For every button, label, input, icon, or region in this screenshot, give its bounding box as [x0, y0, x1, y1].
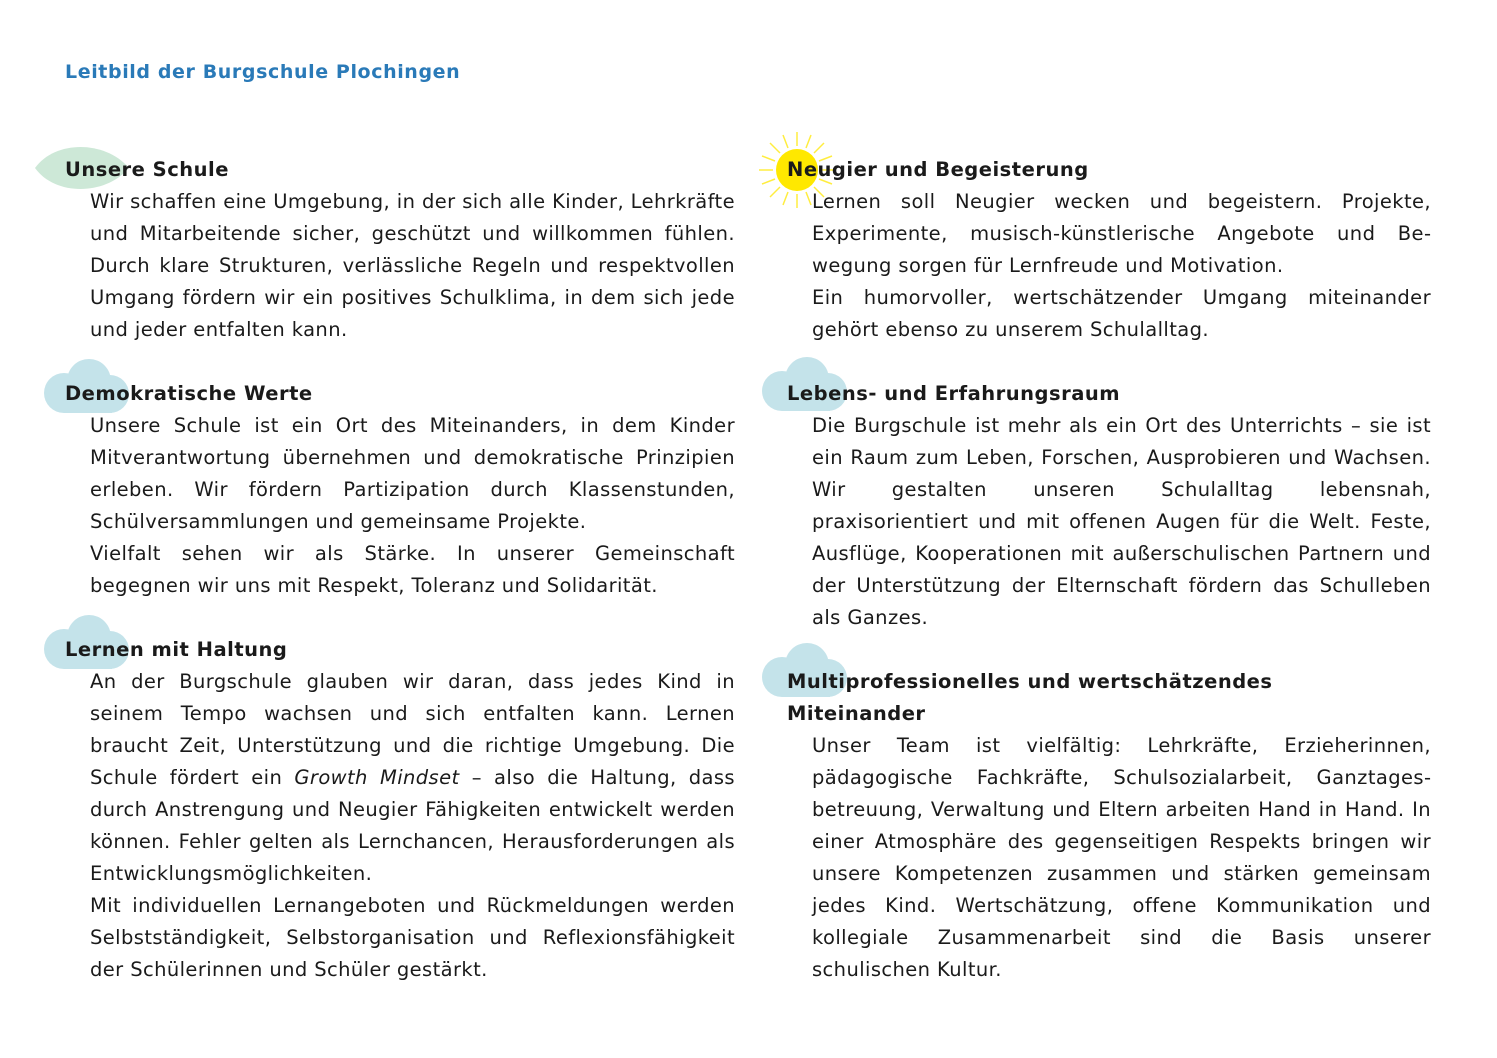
section-text: Mit individuellen Lernangeboten und Rückmeldungen werden Selbstständigkeit, Selbstorganisation und Reflexionsfähigkeit der Schülerinnen und Schüler gestärkt.: [90, 894, 735, 981]
section-heading: Neugier und Begeisterung: [787, 158, 1089, 181]
section-heading: Demokratische Werte: [65, 382, 313, 405]
right-column: [787, 154, 1431, 986]
section-text: Die Burgschule ist mehr als ein Ort des Unterrichts – sie ist ein Raum zum Leben, Forschen, Ausprobieren und Wachsen. Wir gestalten unseren Schulalltag lebensnah, praxisorientiert und mit offenen Augen für die Welt. Feste, Ausflüge, Kooperationen mit außerschulischen Partnern und der Unterstützung der Elternschaft fördern das Schulleben als Ganzes.: [812, 414, 1431, 629]
section-text: Wir schaffen eine Umgebung, in der sich alle Kinder, Lehrkräfte und Mitarbeitende sicher, geschützt und willkommen fühlen. Durch klare Strukturen, verlässliche Regeln und respektvollen Umgang fördern wir ein positives Schulklima, in dem sich jede und jeder entfalten kann.: [90, 190, 735, 341]
section-text: Unser Team ist vielfältig: Lehrkräfte, Erzieherinnen, pädagogische Fachkräfte, Schulsozialarbeit, Ganztagesbetreuung, Verwaltung und Eltern arbeiten Hand in Hand. In einer Atmosphäre des gegenseitigen Respekts bringen wir unsere Kompetenzen zusammen und stärken gemeinsam jedes Kind. Wertschätzung, offene Kommunikation und kollegiale Zusammenarbeit sind die Basis unserer schulischen Kultur.: [812, 734, 1431, 981]
section-text: An der Burgschule glauben wir daran, dass jedes Kind in seinem Tempo wachsen und sich entfalten kann. Lernen braucht Zeit, Unterstützung und die richtige Umgebung. Die Schule fördert ein Growth Mindset – also die Haltung, dass durch Anstrengung und Neugier Fähigkeiten entwickelt werden können. Fehler gelten als Lernchancen, Herausforderungen als Entwicklungsmöglichkeiten.: [90, 670, 735, 885]
section-heading: Lebens- und Erfahrungsraum: [787, 382, 1121, 405]
section-unsere-schule: [65, 154, 735, 346]
section-text: Vielfalt sehen wir als Stärke. In unserer Gemeinschaft begegnen wir uns mit Respekt, Toleranz und Solidarität.: [90, 542, 735, 597]
section-lebensraum: [787, 378, 1431, 634]
section-text: Ein humorvoller, wertschätzender Umgang miteinander gehört ebenso zu unserem Schulalltag.: [812, 286, 1431, 341]
section-heading: Lernen mit Haltung: [65, 638, 288, 661]
left-column: [65, 154, 735, 986]
section-neugier: [787, 154, 1431, 346]
section-multiprofessionell: [787, 666, 1431, 986]
section-text: Unsere Schule ist ein Ort des Miteinanders, in dem Kinder Mitverantwortung übernehmen und demokratische Prinzipien erleben. Wir fördern Partizipation durch Klassenstunden, Schülversammlungen und gemeinsame Projekte.: [90, 414, 735, 533]
emphasis-term: Growth Mindset: [294, 766, 460, 789]
section-demokratische-werte: [65, 378, 735, 602]
section-heading: Unsere Schule: [65, 158, 229, 181]
page-title: Leitbild der Burgschule Plochingen: [65, 61, 461, 83]
section-heading: Multiprofessionelles und wertschätzendes Miteinander: [787, 670, 1273, 725]
section-lernen-mit-haltung: [65, 634, 735, 986]
section-text: Lernen soll Neugier wecken und begeistern. Projekte, Experimente, musisch-künstlerische Angebote und Bewegung sorgen für Lernfreude und Motivation.: [812, 190, 1431, 277]
